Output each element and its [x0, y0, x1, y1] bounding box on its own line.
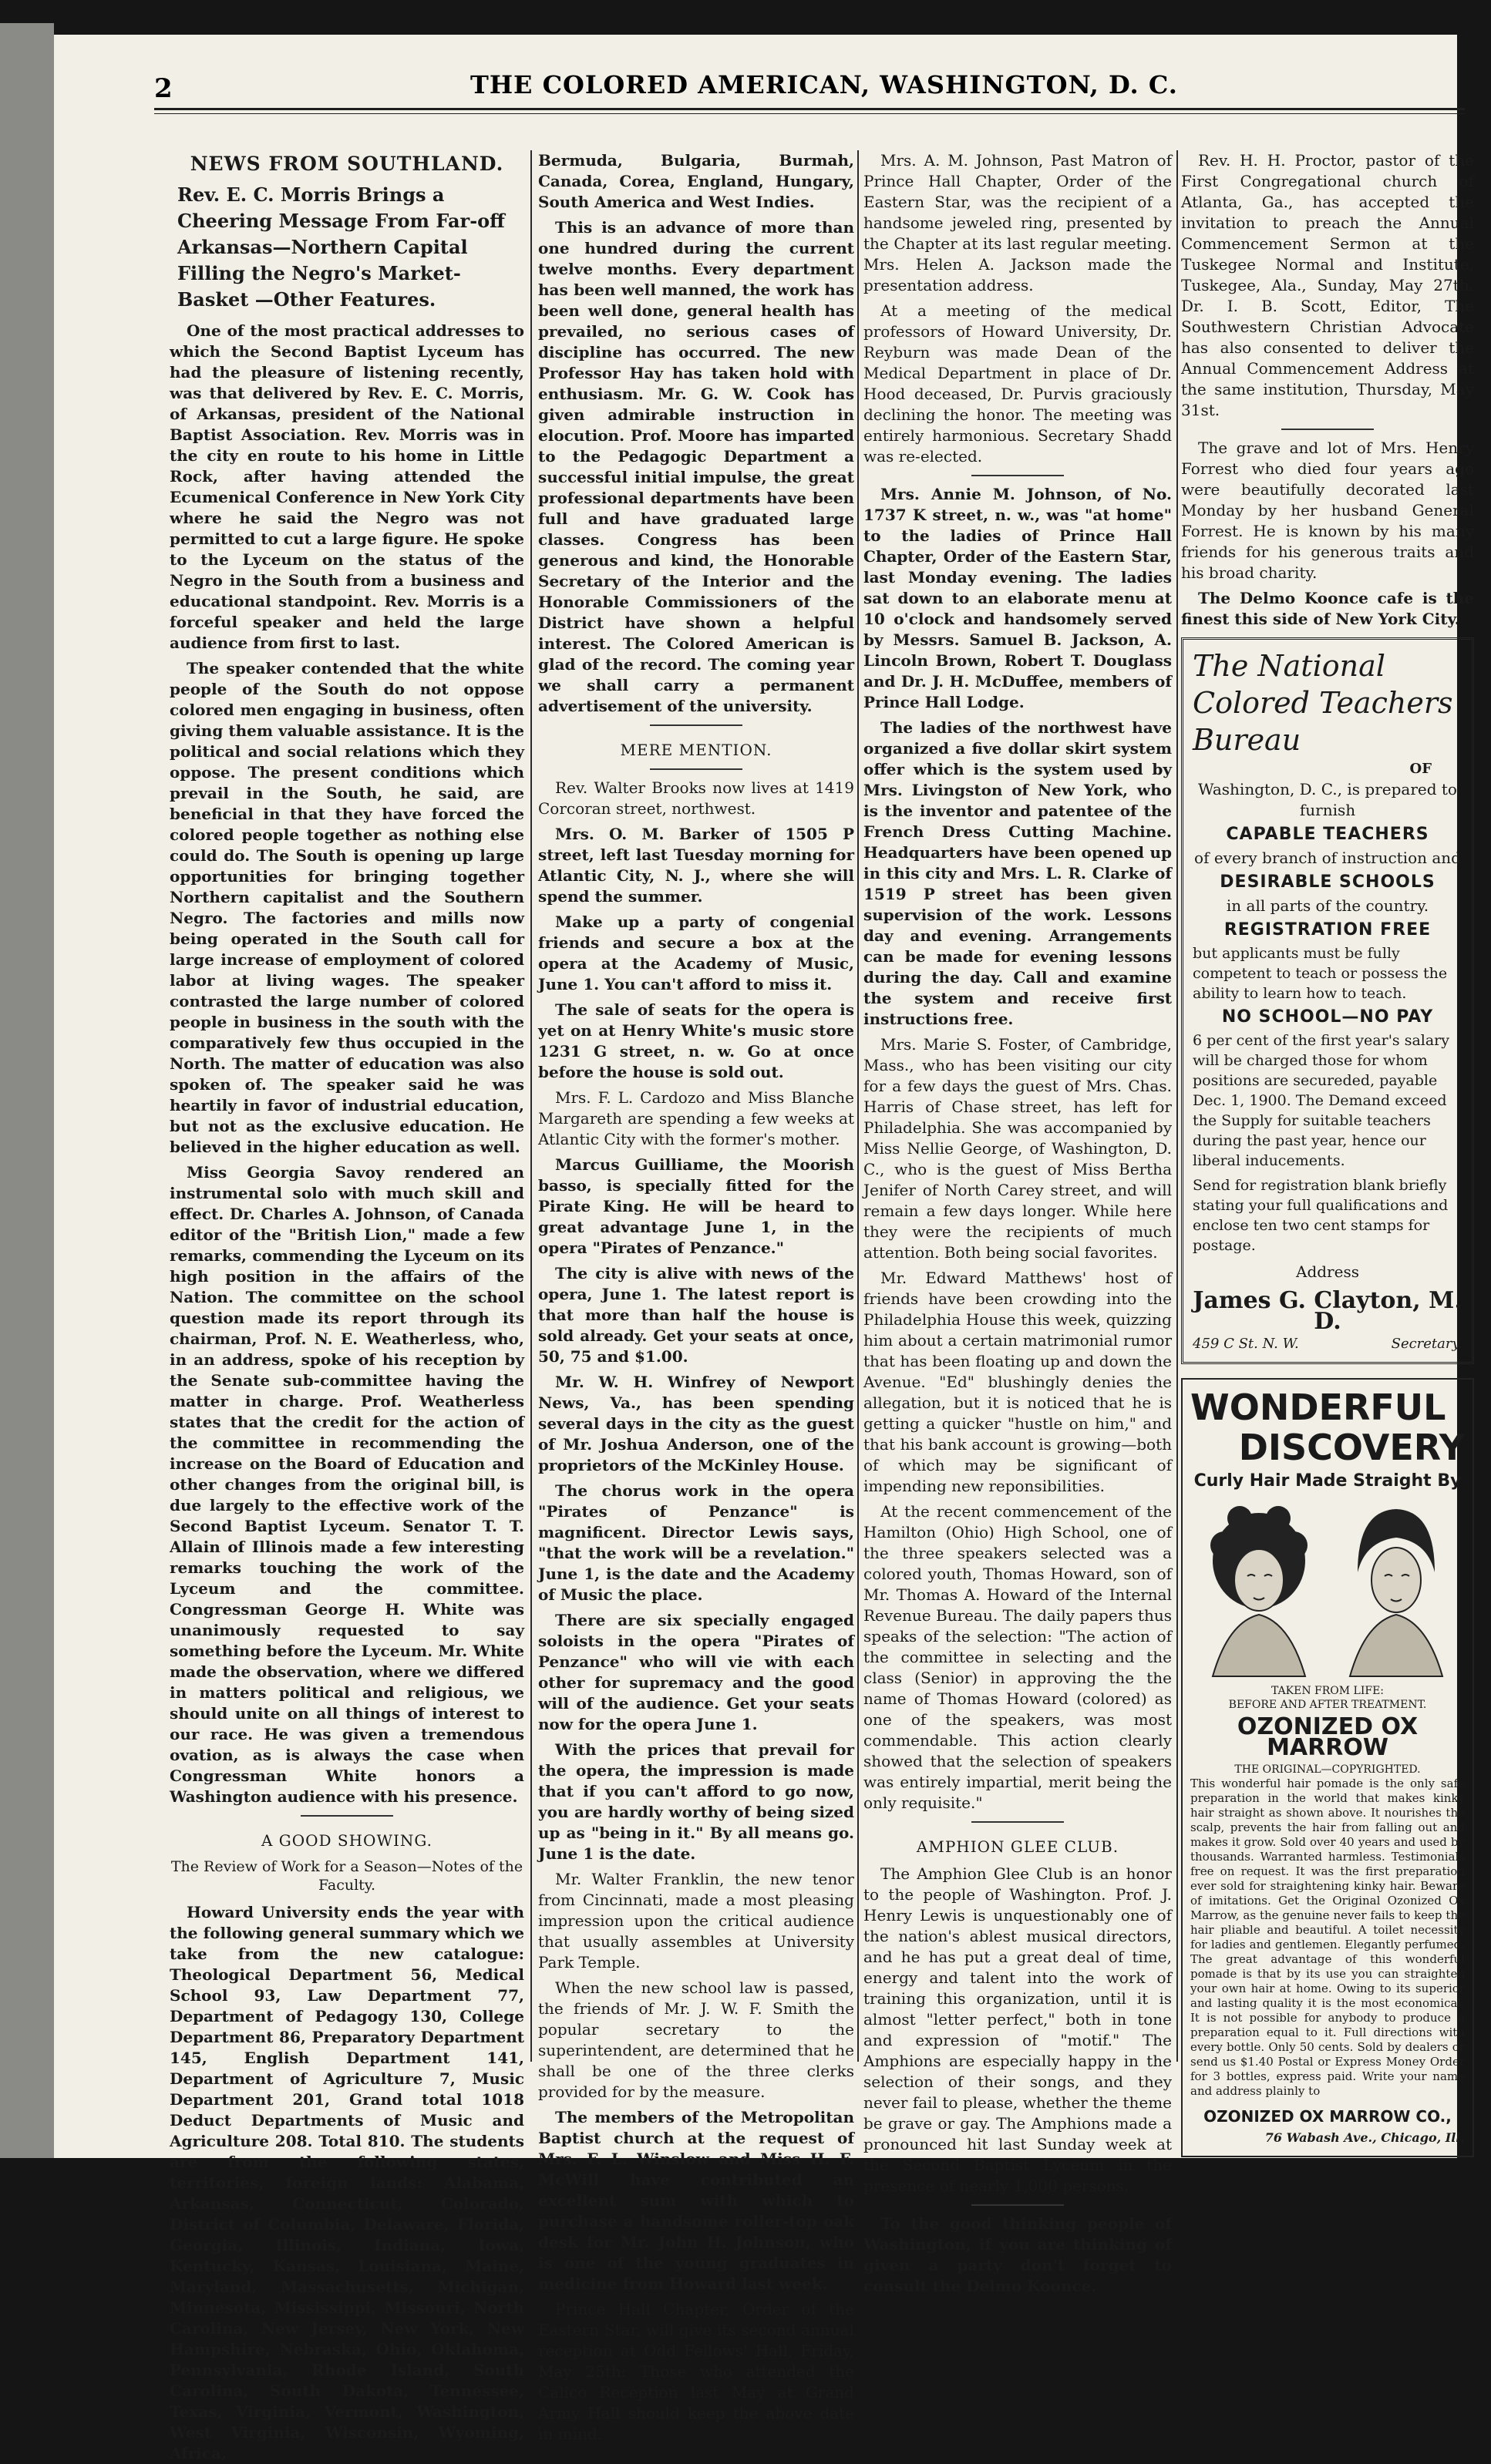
ad-desirable-schools: DESIRABLE SCHOOLS [1220, 872, 1435, 892]
ad-address-label: Address [1296, 1262, 1359, 1281]
news-item: At the recent commencement of the Hamilton (Ohio) High School, one of the three speakers selected was a colored youth, Thomas Howard, son of Mr. Thomas A. Howard of the Internal Revenue Bureau. The daily papers thus speaks of the selection: "The action of the committee in selecting and the class (Senior) in approving the the name of Thomas Howard (colored) as one of the speakers, was most commendable. This action clearly showed that the selection of speakers was entirely impartial, merit being the only requisite." [863, 1502, 1172, 1812]
ox-marrow-ad [1181, 1378, 1474, 2157]
ad-title-discovery: DISCOVERY [1238, 1427, 1465, 1468]
news-item: Mrs. Annie M. Johnson, of No. 1737 K street, n. w., was "at home" to the ladies of Prince Hall Chapter, Order of the Eastern Star, last Monday evening. The ladies sat down to an elaborate menu at 10 o'clock and handsomely served by Messrs. Samuel B. Jackson, A. Lincoln Brown, Robert T. Douglass and Dr. J. H. McDuffee, members of Prince Hall Lodge. [863, 485, 1172, 711]
ad-line: but applicants must be fully competent to teach or possess the ability to learn how to teach. [1193, 945, 1448, 1002]
news-item: When the new school law is passed, the friends of Mr. J. W. F. Smith the popular secretary to the superintendent, are determined that he shall be one of the three clerks provided for by the measure. [538, 1978, 854, 2101]
separator [650, 724, 742, 726]
ad-body: This wonderful hair pomade is the only safe preparation in the world that makes kinky hair straight as shown above. It nourishes the scalp, prevents the hair from falling out and makes it grow. Sold over 40 years and used by thousands. Warranted harmless. Testimonials free on request. It was the first preparation ever sold for straightening kinky hair. Beware of imitations. Get the Original Ozonized Ox Marrow, as the genuine never fails to keep the hair pliable and beautiful. A toilet necessity for ladies and gentlemen. Elegantly perfumed. The great advantage of this wonderful pomade is that by its use you can straighten your own hair at home. Owing to its superior and lasting quality it is the most economical. It is not possible for anybody to produce a preparation equal to it. Full directions with every bottle. Only 50 cents. Sold by dealers or send us $1.40 Postal or Express Money Order for 3 bottles, express paid. Write your name and address plainly to [1190, 1777, 1465, 2098]
news-item: Mr. Walter Franklin, the new tenor from Cincinnati, made a most pleasing impression upon the critical audience that usually assembles at University Park Temple. [538, 1870, 854, 1972]
news-item: The chorus work in the opera "Pirates of Penzance" is magnificent. Director Lewis says, "that the work will be a revelation." June 1, is the date and the Academy of Music the place. [538, 1481, 854, 1604]
separator [1281, 429, 1374, 430]
masthead-rule-bottom [154, 113, 1465, 114]
separator [650, 768, 742, 770]
page-number: 2 [154, 73, 173, 104]
separator [301, 1815, 393, 1817]
article-paragraph: The Amphion Glee Club is an honor to the people of Washington. Prof. J. Henry Lewis is unquestionably one of the nation's ablest musical directors, and he has put a great deal of time, energy and talent into the work of training this organization, until it is almost "letter perfect," both in tone and expression of "motif." The Amphions are especially happy in the selection of their songs, and they never fail to please, whether the theme be grave or gay. The Amphions made a pronounced hit last Sunday week at the Second Baptist Lyceum in the presence of nearly 1,000 persons. [863, 1864, 1172, 2195]
ad-company: OZONIZED OX MARROW CO., [1203, 2107, 1452, 2126]
news-item: Mrs. F. L. Cardozo and Miss Blanche Margareth are spending a few weeks at Atlantic City with the former's mother. [538, 1088, 854, 1148]
ad-company-address: 76 Wabash Ave., Chicago, Ill. [1264, 2130, 1465, 2145]
news-item: Rev. H. H. Proctor, pastor of the First Congregational church of Atlanta, Ga., has accepted the invitation to preach the Annual Commencement Sermon at the Tuskegee Normal and Institute, Tuskegee, Ala., Sunday, May 27th. Dr. I. B. Scott, Editor, The Southwestern Christian Advocate has also consented to deliver the Annual Commencement Address at the same institution, Thursday, May 31st. [1181, 151, 1474, 419]
news-item: Make up a party of congenial friends and secure a box at the opera at the Academy of Music, June 1. You can't afford to miss it. [538, 913, 854, 993]
adjacent-page-edge [0, 23, 54, 2158]
masthead-title: THE COLORED AMERICAN, WASHINGTON, D. C. [470, 70, 1178, 99]
after-portrait-icon [1338, 1499, 1454, 1676]
news-item: The members of the Metropolitan Baptist church at the request of Mrs. F. L. Winslow and Miss H. F. McWill have contributed an excellent sum with which to purchase a handsome roller-top oak desk for Mr. John H. Johnson, who is one of the young graduates in medicine from Howard last week. [538, 2108, 854, 2293]
article-paragraph: This is an advance of more than one hundred during the current twelve months. Every department has been well manned, the work has been well done, general health has prevailed, no serious cases of discipline has occurred. The new Professor Hay has taken hold with enthusiasm. Mr. G. W. Cook has given admirable instruction in elocution. Prof. Moore has imparted to the Pedagogic Department a successful initial impulse, the great professional departments have been full and have graduated large classes. Congress has been generous and kind, the Honorable Secretary of the Interior and the Honorable Commissioners of the District have shown a helpful interest. The Colored American is glad of the record. The coming year we shall carry a permanent advertisement of the university. [538, 218, 854, 715]
news-item: Mrs. A. M. Johnson, Past Matron of Prince Hall Chapter, Order of the Eastern Star, was the recipient of a handsome jeweled ring, presented by the Chapter at its last regular meeting. Mrs. Helen A. Jackson made the presentation address. [863, 151, 1172, 294]
ad-role: Secretary. [1391, 1336, 1462, 1352]
news-item: Prince Hall Chapter, Order of the Eastern Star, will give its second annual reception at Odd Fellows' Hall, Friday, May 25th: Those who attended the Calico Reception last May at Grand Army Hall should keep the above date in mind. [538, 2300, 854, 2443]
news-item: Mrs. O. M. Barker of 1505 P street, left last Tuesday morning for Atlantic City, N. J., where she will spend the summer. [538, 825, 854, 906]
separator [971, 1821, 1064, 1823]
column-rule [530, 150, 532, 2062]
column-rule [1176, 150, 1178, 2062]
news-item: Mrs. Marie S. Foster, of Cambridge, Mass., who has been visiting our city for a few days the guest of Mrs. Chas. Harris of Chase street, has left for Philadelphia. She was accompanied by Miss Nellie George, of Washington, D. C., who is the guest of Miss Bertha Jenifer of North Carey street, and will remain a few days longer. While here they were the recipients of much attention. Both being social favorites. [863, 1035, 1172, 1262]
ad-line: Send for registration blank briefly stating your full qualifications and enclose ten two cent stamps for postage. [1193, 1177, 1449, 1254]
ad-title: The National Colored Teachers Bureau [1193, 649, 1453, 757]
ad-line: in all parts of the country. [1226, 896, 1429, 915]
article-heading-amphion-glee-club: AMPHION GLEE CLUB. [916, 1837, 1119, 1856]
article-heading-good-showing: A GOOD SHOWING. [261, 1831, 433, 1850]
article-subheading: The Review of Work for a Season—Notes of the Faculty. [170, 1858, 523, 1894]
article-paragraph: One of the most practical addresses to which the Second Baptist Lyceum has had the pleasure of listening recently, was that delivered by Rev. E. C. Morris, of Arkansas, president of the National Baptist Association. Rev. Morris was in the city en route to his home in Little Rock, after having attended the Ecumenical Conference in New York City where he said the Negro was not permitted to cut a large figure. He spoke to the Lyceum on the status of the Negro in the South from a business and educational standpoint. Rev. Morris is a forceful speaker and held the large audience from first to last. [170, 321, 524, 652]
news-item: The city is alive with news of the opera, June 1. The latest report is that more than half the house is sold already. Get your seats at once, 50, 75 and $1.00. [538, 1264, 854, 1366]
ad-line: of every branch of instruction and [1194, 849, 1461, 867]
ad-street: 459 C St. N. W. [1193, 1336, 1299, 1352]
news-item: There are six specially engaged soloists in the opera "Pirates of Penzance" who will vie with each other for supremacy and the good will of the audience. Get your seats now for the opera June 1. [538, 1611, 854, 1733]
article-paragraph: Miss Georgia Savoy rendered an instrumental solo with much skill and effect. Dr. Charles A. Johnson, of Canada editor of the "British Lion," made a few remarks, commending the Lyceum on its high position in the affairs of the Nation. The committee on the school question made its report through its chairman, Prof. N. E. Weatherless, who, in an address, spoke of his reception by the Senate sub-committee having the matter in charge. Prof. Weatherless states that the credit for the action of the committee in recommending the increase on the Board of Education and other changes from the original bill, is due largely to the effective work of the Second Baptist Lyceum. Senator T. T. Allain of Illinois made a few interesting remarks touching the work of the Lyceum and the committee. Congressman George H. White was unanimously requested to say something before the Lyceum. Mr. White made the observation, where we differed in matters political and religious, we should unite on all things of interest to our race. He was given a tremendous ovation, as is always the case when Congressman White honors a Washington audience with his presence. [170, 1163, 524, 1806]
news-item: With the prices that prevail for the opera, the impression is made that if you can't afford to go now, you are hardly worthy of being sized up as "being in it." By all means go. June 1 is the date. [538, 1740, 854, 1863]
column-3 [863, 150, 1172, 2295]
ad-original: THE ORIGINAL—COPYRIGHTED. [1234, 1763, 1421, 1776]
before-portrait-icon [1201, 1499, 1317, 1676]
article-paragraph: The speaker contended that the white people of the South do not oppose colored men engaging in business, often giving them valuable assistance. It is the political and social relations which they oppose. The present conditions which prevail in the South, he said, are beneficial in that they have forced the colored people together as nothing else could do. The South is opening up large opportunities for bringing together Northern capitalist and the Southern Negro. The factories and mills now being operated in the South call for large increase of employment of colored labor at living wages. The speaker contrasted the large number of colored people in business in the south with the comparatively few thus occupied in the North. The matter of education was also spoken of. The speaker said he was heartily in favor of industrial education, but not as the exclusive education. He believed in the higher education as well. [170, 659, 524, 1156]
news-item: The Delmo Koonce cafe is the finest this side of New York City. [1181, 589, 1474, 628]
separator [971, 475, 1064, 476]
article-heading-mere-mention: MERE MENTION. [620, 741, 772, 759]
article-heading-news-from-southland: NEWS FROM SOUTHLAND. [190, 153, 504, 175]
news-item: The sale of seats for the opera is yet on at Henry White's music store 1231 G street, n. w. Go at once before the house is sold out. [538, 1000, 854, 1081]
ad-caption-1: TAKEN FROM LIFE: [1271, 1685, 1385, 1697]
closing-notice: To the good thinking people of Washington, if you are thinking of given a party don't forget to consult the Delmo Koonce. [863, 2214, 1172, 2295]
newspaper-page [54, 35, 1474, 2462]
ad-line: 6 per cent of the first year's salary will be charged those for whom positions are secureded, payable Dec. 1, 1900. The Demand exceed the Supply for suitable teachers during the past year, hence our liberal inducements. [1193, 1032, 1450, 1169]
column-4 [1181, 150, 1474, 2145]
article-paragraph: Howard University ends the year with the following general summary which we take from the new catalogue: Theological Department 56, Medical School 93, Law Department 77, Department of Pedagogy 130, College Department 86, Preparatory Department 145, English Department 141, Department of Agriculture 7, Music Department 201, Grand total 1018 Deduct Departments of Music and Agriculture 208. Total 810. The students are from the following states, territories, foreign lands: Alabama, Arkansas, Connecticut, Colorado, District of Columbia, Delaware, Florida, Georgia, Illinois, Indiana, Iowa, Kentucky, Kansas, Louisiana, Maine, Maryland, Massachusetts, Michigan, Minnesota, Mississippi, Missouri, North Carolina, New Jersey, New York, New Hampshire, Nebraska, Ohio, Oklahoma, Pennsylvania, Rhode Island, South Carolina, South Dakota, Tennessee, Texas, Virginia, Vermont, Washington, West Virginia, Wisconsin, Wyoming, Africa, [170, 1903, 524, 2462]
news-item: The ladies of the northwest have organized a five dollar skirt system offer which is the system used by Mrs. Livingston of New York, who is the inventor and patentee of the French Dress Cutting Machine. Headquarters have been opened up in this city and Mrs. L. R. Clarke of 1519 P street has been given supervision of the work. Lessons day and evening. Arrangements can be made for evening lessons during the day. Call and examine the system and receive first instructions free. [863, 718, 1172, 1028]
news-item: Rev. Walter Brooks now lives at 1419 Corcoran street, northwest. [538, 778, 854, 818]
ad-registration-free: REGISTRATION FREE [1223, 920, 1432, 940]
ad-product-name: OZONIZED OX MARROW [1237, 1713, 1419, 1761]
news-item: Mr. Edward Matthews' host of friends have been crowding into the Philadelphia House this week, quizzing him about a certain matrimonial rumor that has been floating up and down the Avenue. "Ed" blushingly denies the allegation, but it is noticed that he is getting a quicker "hustle on him," and that his bank account is growing—both of which may be significant of impending new reponsibilities. [863, 1269, 1172, 1495]
separator [971, 2204, 1064, 2206]
ad-caption-2: BEFORE AND AFTER TREATMENT. [1228, 1699, 1427, 1711]
masthead-rule-top [154, 108, 1465, 110]
news-item: The grave and lot of Mrs. Henry Forrest who died four years ago were beautifully decorated last Monday by her husband General Forrest. He is known by his many friends for his generous traits and his broad charity. [1181, 439, 1474, 582]
article-subheading: Rev. E. C. Morris Brings a Cheering Message From Far-off Arkansas—Northern Capital Filling the Negro's Market-Basket —Other Features. [177, 183, 505, 311]
ad-title-wonderful: WONDERFUL [1190, 1387, 1446, 1428]
ad-no-school-no-pay: NO SCHOOL—NO PAY [1221, 1007, 1434, 1027]
article-paragraph: Bermuda, Bulgaria, Burmah, Canada, Corea, England, Hungary, South America and West Indies. [538, 151, 854, 211]
ad-line: Washington, D. C., is prepared to furnish [1198, 780, 1457, 819]
news-item: Marcus Guilliame, the Moorish basso, is specially fitted for the Pirate King. He will be heard to great advantage June 1, in the opera "Pirates of Penzance." [538, 1155, 854, 1257]
column-1 [170, 150, 524, 2462]
ad-capable-teachers: CAPABLE TEACHERS [1226, 825, 1429, 844]
column-rule [857, 150, 859, 2062]
ad-of: OF [1409, 761, 1432, 777]
ad-signer: James G. Clayton, M. D. [1193, 1287, 1462, 1335]
news-item: At a meeting of the medical professors of Howard University, Dr. Reyburn was made Dean of the Medical Department in place of Dr. Hood deceased, Dr. Purvis graciously declining the honor. The meeting was entirely harmonious. Secretary Shadd was re-elected. [863, 301, 1172, 466]
ad-subtitle: Curly Hair Made Straight By [1193, 1471, 1462, 1491]
column-2 [538, 150, 854, 2443]
news-item: Mr. W. H. Winfrey of Newport News, Va., has been spending several days in the city as the guest of Mr. Joshua Anderson, one of the proprietors of the McKinley House. [538, 1373, 854, 1474]
teachers-bureau-ad [1181, 637, 1474, 1364]
